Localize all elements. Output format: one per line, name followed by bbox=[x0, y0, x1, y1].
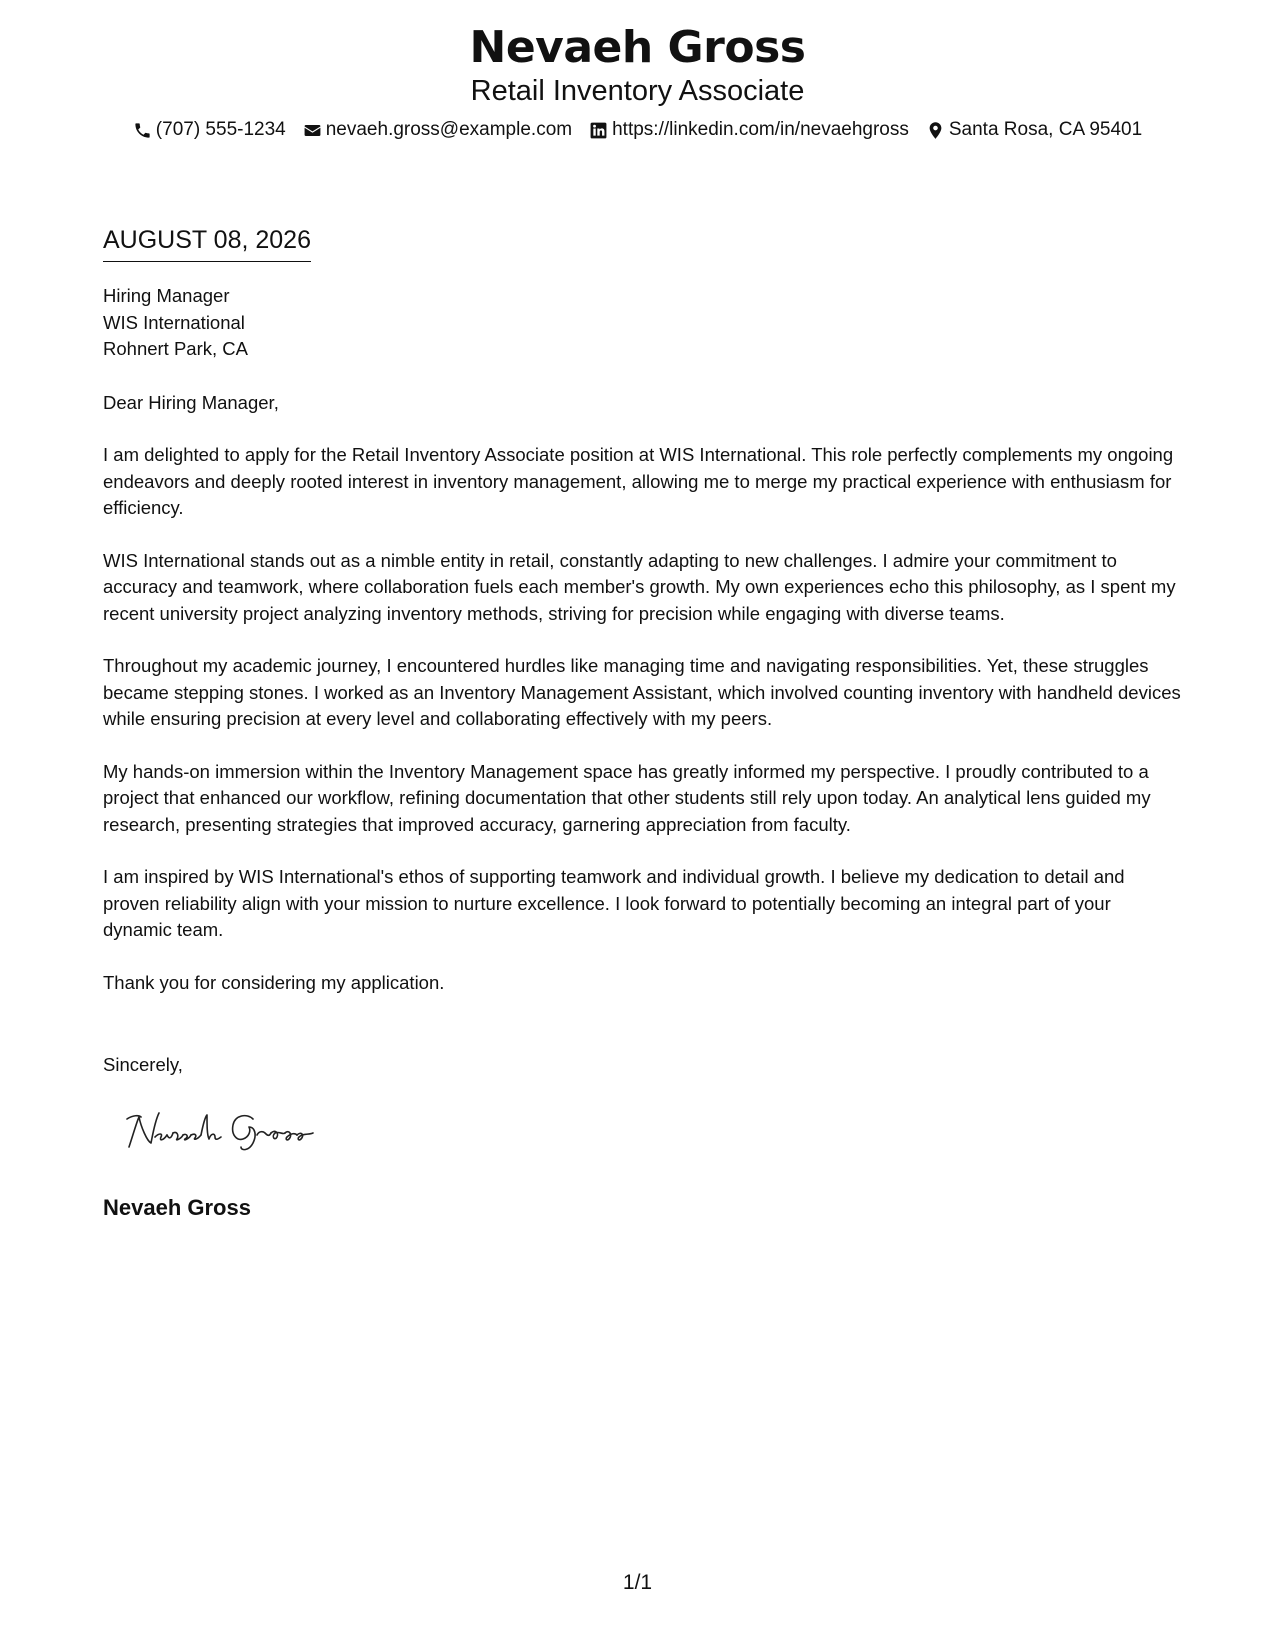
body-paragraph: Throughout my academic journey, I encountered hurdles like managing time and navigating responsibilities. Yet, these struggles became stepping stones. I worked as an Inventory Management Assistant, which involved counting inventory with handheld devices while ensuring precision at every level and collaborating effectively with my peers. bbox=[103, 655, 1181, 729]
contact-email bbox=[303, 118, 572, 142]
contact-linkedin bbox=[589, 118, 909, 142]
phone-text: (707) 555-1234 bbox=[155, 119, 286, 140]
linkedin-text: https://linkedin.com/in/nevaehgross bbox=[612, 119, 909, 140]
body-paragraph: WIS International stands out as a nimble entity in retail, constantly adapting to new challenges. I admire your commitment to accuracy and teamwork, where collaboration fuels each member's growth. My own experiences echo this philosophy, as I spent my recent university project analyzing inventory methods, striving for precision while engaging with diverse teams. bbox=[103, 549, 1176, 624]
contact-phone bbox=[133, 118, 286, 142]
contact-location bbox=[926, 118, 1142, 142]
map-marker-icon bbox=[926, 121, 945, 140]
recipient-company: WIS International bbox=[103, 311, 245, 333]
closing: Sincerely, bbox=[103, 1054, 183, 1075]
letter-body bbox=[103, 283, 1183, 1022]
phone-icon bbox=[133, 121, 152, 140]
recipient-name: Hiring Manager bbox=[103, 285, 230, 306]
body-paragraph: I am delighted to apply for the Retail Inventory Associate position at WIS International. This role perfectly complements my ongoing endeavors and deeply rooted interest in inventory management, allowing me to merge my practical experience with enthusiasm for efficiency. bbox=[103, 444, 1174, 518]
applicant-job-title: Retail Inventory Associate bbox=[470, 75, 805, 107]
salutation: Dear Hiring Manager, bbox=[103, 391, 279, 413]
applicant-name: Nevaeh Gross bbox=[469, 22, 806, 73]
letter-date: AUGUST 08, 2026 bbox=[103, 225, 311, 262]
email-text: nevaeh.gross@example.com bbox=[325, 119, 573, 140]
location-text: Santa Rosa, CA 95401 bbox=[948, 119, 1143, 140]
contact-bar bbox=[0, 118, 1275, 142]
thank-you-line: Thank you for considering my application. bbox=[103, 971, 445, 993]
recipient-location: Rohnert Park, CA bbox=[103, 338, 248, 359]
envelope-icon bbox=[303, 121, 322, 140]
recipient-block bbox=[103, 283, 1183, 363]
handwritten-signature bbox=[125, 1105, 345, 1155]
page-number: 1/1 bbox=[622, 1571, 653, 1594]
body-paragraph: My hands-on immersion within the Inventory Management space has greatly informed my perspective. I proudly contributed to a project that enhanced our workflow, refining documentation that other students still rely upon today. An analytical lens guided my research, presenting strategies that improved accuracy, garnering appreciation from faculty. bbox=[103, 760, 1151, 835]
body-paragraph: I am inspired by WIS International's ethos of supporting teamwork and individual growth. I believe my dedication to detail and proven reliability align with your mission to nurture excellence. I look forward to potentially becoming an integral part of your dynamic team. bbox=[103, 866, 1125, 940]
signer-name: Nevaeh Gross bbox=[103, 1195, 251, 1220]
linkedin-icon bbox=[589, 121, 608, 140]
letter-header bbox=[0, 22, 1275, 142]
